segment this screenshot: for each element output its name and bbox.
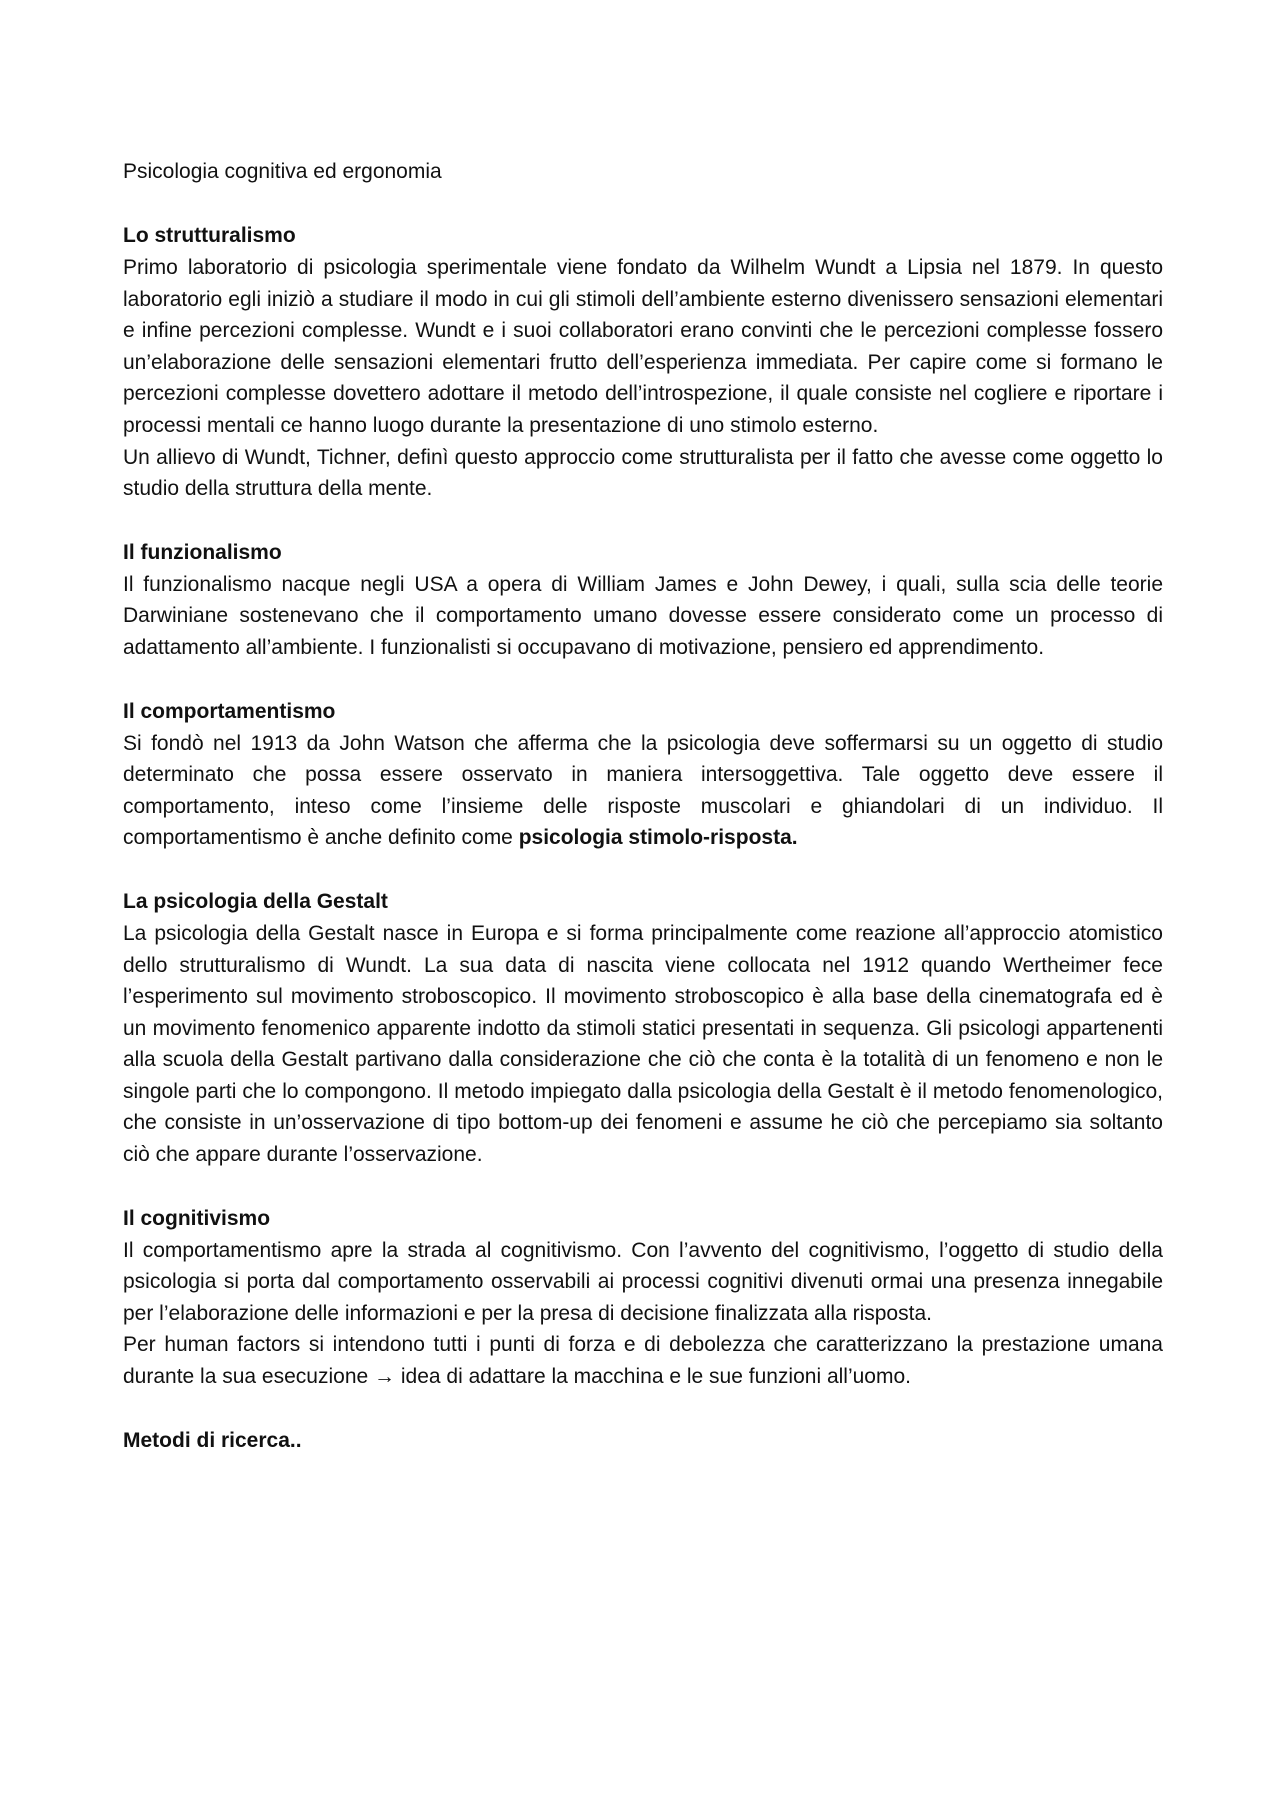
section-heading: Metodi di ricerca.. — [123, 1428, 302, 1452]
section-funzionalismo — [123, 537, 1163, 664]
section-heading: La psicologia della Gestalt — [123, 889, 388, 913]
section-strutturalismo — [123, 220, 1163, 505]
right-arrow-icon: → — [374, 1365, 396, 1389]
document-title: Psicologia cognitiva ed ergonomia — [123, 160, 442, 183]
section-heading: Il funzionalismo — [123, 540, 282, 564]
paragraph: Primo laboratorio di psicologia sperimentale viene fondato da Wilhelm Wundt a Lipsia nel 1879. In questo laboratorio egli iniziò a studiare il modo in cui gli stimoli dell’ambiente esterno divenissero sensazioni elementari e infine percezioni complesse. Wundt e i suoi collaboratori erano convinti che le percezioni complesse fossero un’elaborazione delle sensazioni elementari frutto dell’esperienza immediata. Per capire come si formano le percezioni complesse dovettero adottare il metodo dell’introspezione, il quale consiste nel cogliere e riportare i processi mentali ce hanno luogo durante la presentazione di uno stimolo esterno. — [123, 256, 1163, 437]
section-heading: Il cognitivismo — [123, 1206, 271, 1230]
section-heading: Il comportamentismo — [123, 699, 336, 723]
section-metodi — [123, 1425, 1163, 1457]
section-comportamentismo — [123, 696, 1163, 854]
section-gestalt — [123, 886, 1163, 1171]
section-cognitivismo — [123, 1203, 1163, 1393]
paragraph — [123, 1329, 1163, 1392]
paragraph-text: Per human factors si intendono tutti i punti di forza e di debolezza che caratterizzano la prestazione umana durante la sua esecuzione — [123, 1333, 1163, 1389]
bold-term: psicologia stimolo-risposta. — [518, 826, 798, 850]
paragraph-text: Si fondò nel 1913 da John Watson che afferma che la psicologia deve soffermarsi su un oggetto di studio determinato che possa essere osservato in maniera intersoggettiva. Tale oggetto deve essere il comportamento, inteso come l’insieme delle risposte muscolari e ghiandolari di un individuo. Il comportamentismo è anche definito come — [123, 731, 1163, 850]
paragraph: Il comportamentismo apre la strada al cognitivismo. Con l’avvento del cognitivismo, l’oggetto di studio della psicologia si porta dal comportamento osservabili ai processi cognitivi divenuti ormai una presenza innegabile per l’elaborazione delle informazioni e per la presa di decisione finalizzata alla risposta. — [123, 1238, 1163, 1325]
paragraph: Un allievo di Wundt, Tichner, definì questo approccio come strutturalista per il fatto che avesse come oggetto lo studio della struttura della mente. — [123, 445, 1163, 501]
paragraph-text: idea di adattare la macchina e le sue funzioni all’uomo. — [395, 1365, 911, 1389]
paragraph — [123, 728, 1163, 854]
document-page — [123, 156, 1163, 1489]
paragraph: Il funzionalismo nacque negli USA a opera di William James e John Dewey, i quali, sulla scia delle teorie Darwiniane sostenevano che il comportamento umano dovesse essere considerato come un processo di adattamento all’ambiente. I funzionalisti si occupavano di motivazione, pensiero ed apprendimento. — [123, 572, 1163, 659]
section-heading: Lo strutturalismo — [123, 224, 296, 247]
paragraph: La psicologia della Gestalt nasce in Europa e si forma principalmente come reazione all’approccio atomistico dello strutturalismo di Wundt. La sua data di nascita viene collocata nel 1912 quando Wertheimer fece l’esperimento sul movimento stroboscopico. Il movimento stroboscopico è alla base della cinematografa ed è un movimento fenomenico apparente indotto da stimoli statici presentati in sequenza. Gli psicologi appartenenti alla scuola della Gestalt partivano dalla considerazione che ciò che conta è la totalità di un fenomeno e non le singole parti che lo compongono. Il metodo impiegato dalla psicologia della Gestalt è il metodo fenomenologico, che consiste in un’osservazione di tipo bottom-up dei fenomeni e assume he ciò che percepiamo sia soltanto ciò che appare durante l’osservazione. — [123, 921, 1163, 1167]
